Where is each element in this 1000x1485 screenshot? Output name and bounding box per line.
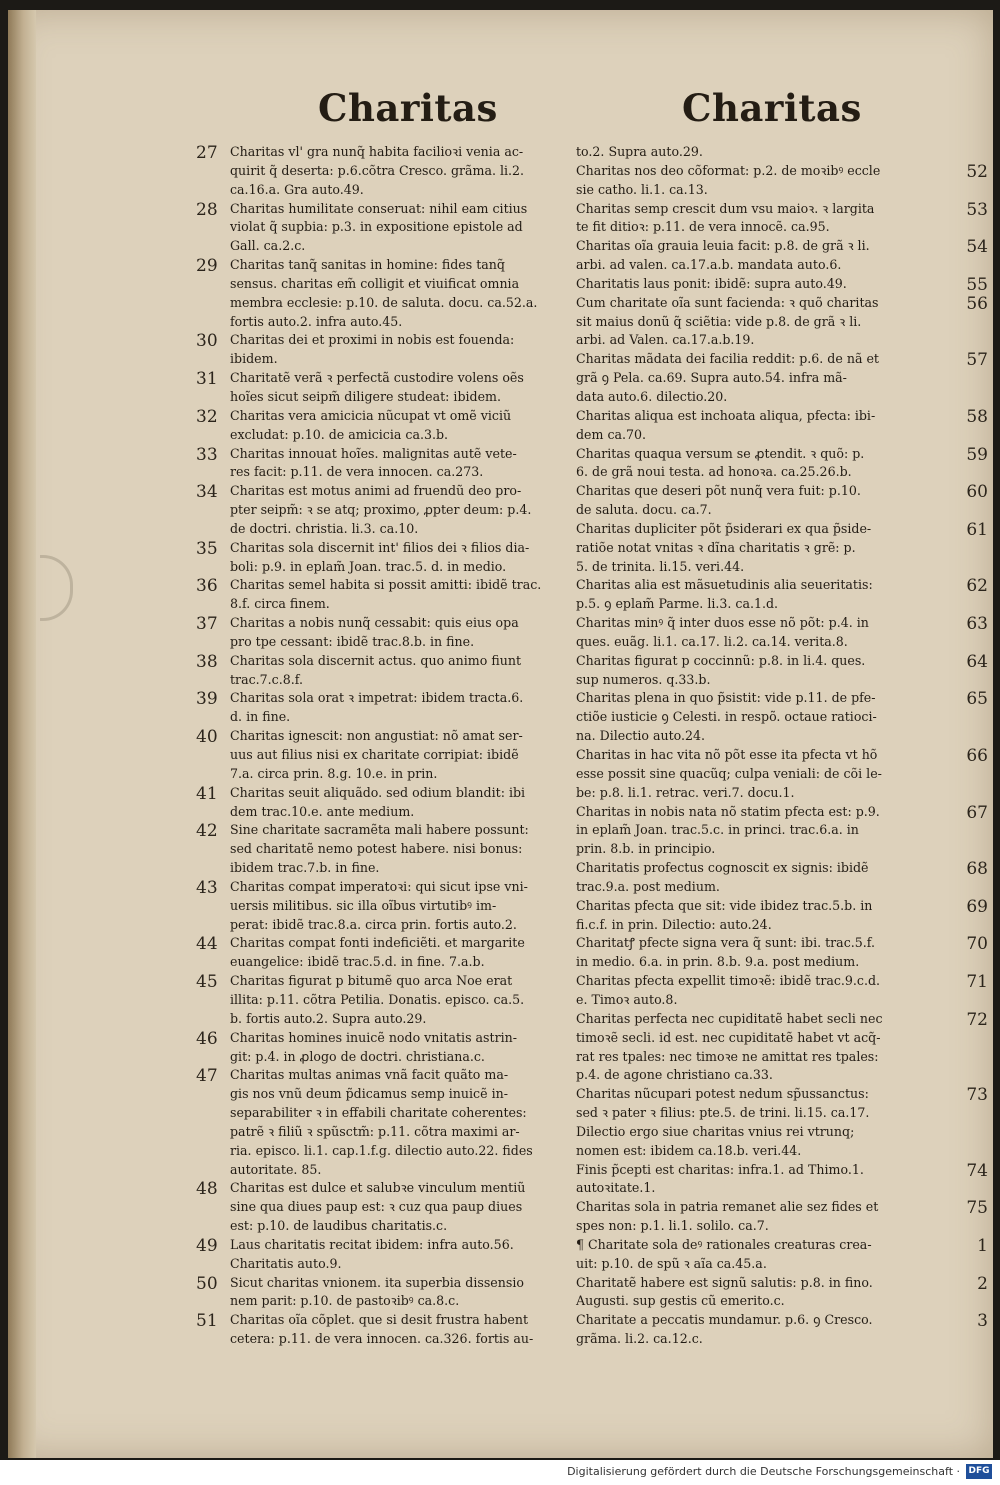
entry-number: 63 bbox=[966, 614, 988, 635]
index-entry bbox=[196, 1236, 564, 1274]
entry-text: Charitas vera amicicia nũcupat vt omẽ viciũ excludat: p.10. de amicicia ca.3.b. bbox=[230, 407, 512, 442]
index-entry bbox=[576, 143, 988, 162]
entry-number: 53 bbox=[966, 199, 988, 220]
index-entry bbox=[196, 143, 564, 200]
entry-number: 37 bbox=[196, 614, 218, 635]
index-entry bbox=[196, 256, 564, 331]
entry-number: 32 bbox=[196, 406, 218, 427]
entry-number: 60 bbox=[966, 482, 988, 503]
entry-text: Charitas que deseri põt nunq̃ vera fuit: p.10. de saluta. docu. ca.7. bbox=[576, 483, 861, 518]
index-entry bbox=[196, 689, 564, 727]
index-entry bbox=[576, 275, 988, 294]
index-entry bbox=[196, 482, 564, 539]
entry-text: Laus charitatis recitat ibidem: infra auto.56. Charitatis auto.9. bbox=[230, 1236, 514, 1271]
entry-text: Charitas compat imperatoꝛi: qui sicut ipse vni- uersis militibus. sic illa oĩbus virtutibꝰ im- perat: ibidẽ trac.8.a. circa prin. fortis auto.2. bbox=[230, 878, 528, 932]
entry-text: Charitas oĩa grauia leuia facit: p.8. de grã ꝛ li. arbi. ad valen. ca.17.a.b. mandata auto.6. bbox=[576, 238, 870, 273]
index-entry bbox=[576, 482, 988, 520]
entry-number: 33 bbox=[196, 444, 218, 465]
entry-number: 58 bbox=[966, 406, 988, 427]
entry-number: 65 bbox=[966, 689, 988, 710]
entry-text: Charitas pfecta expellit timoꝛẽ: ibidẽ trac.9.c.d. e. Timoꝛ auto.8. bbox=[576, 973, 881, 1007]
entry-number: 27 bbox=[196, 143, 218, 163]
entry-text: Charitas aliqua est inchoata aliqua, pfecta: ibi- dem ca.70. bbox=[576, 407, 876, 442]
index-entry bbox=[576, 576, 988, 614]
entry-text: Charitas sola in patria remanet alie sez fides et spes non: p.1. li.1. solilo. ca.7. bbox=[576, 1199, 879, 1234]
index-entry bbox=[196, 200, 564, 257]
entry-number: 36 bbox=[196, 576, 218, 597]
entry-number: 2 bbox=[977, 1273, 988, 1294]
entry-text: Charitas sola discernit actus. quo animo fiunt trac.7.c.8.f. bbox=[230, 652, 522, 687]
index-entry bbox=[196, 445, 564, 483]
entry-text: Charitatis profectus cognoscit ex signis: ibidẽ trac.9.a. post medium. bbox=[576, 860, 869, 894]
entry-text: Sicut charitas vnionem. ita superbia dissensio nem parit: p.10. de pastoꝛibꝰ ca.8.c. bbox=[230, 1274, 524, 1309]
index-entry bbox=[576, 445, 988, 483]
entry-text: Charitas nũcupari potest nedum sp̃ussanctus: sed ꝛ pater ꝛ filius: pte.5. de trini. li.15. ca.17. Dilectio ergo siue charitas vnius rei vtrunq; nomen est: ibidem ca.18.b. veri.44. bbox=[576, 1086, 870, 1158]
index-entry bbox=[196, 576, 564, 614]
entry-text: Charitas semel habita si possit amitti: ibidẽ trac. 8.f. circa finem. bbox=[230, 577, 542, 612]
entry-number: 46 bbox=[196, 1028, 218, 1049]
index-entry bbox=[576, 162, 988, 200]
entry-text: Charitas alia est mãsuetudinis alia seueritatis: p.5. ꝯ eplam̃ Parme. li.3. ca.1.d. bbox=[576, 577, 873, 612]
index-entry bbox=[196, 727, 564, 784]
entry-text: Charitas figurat p coccinnũ: p.8. in li.4. ques. sup numeros. q.33.b. bbox=[576, 652, 866, 687]
index-entry bbox=[576, 934, 988, 972]
entry-text: Charitas innouat hoĩes. malignitas autẽ vete- res facit: p.11. de vera innocen. ca.273. bbox=[230, 445, 517, 480]
index-entry bbox=[196, 1066, 564, 1179]
index-entry bbox=[576, 746, 988, 803]
index-entry bbox=[576, 1236, 988, 1274]
index-entry bbox=[196, 539, 564, 577]
index-entry bbox=[576, 1161, 988, 1199]
running-head-right: Charitas bbox=[682, 86, 862, 130]
entry-number: 44 bbox=[196, 934, 218, 955]
index-entry bbox=[576, 1274, 988, 1312]
index-entry bbox=[576, 1198, 988, 1236]
index-entry bbox=[576, 1085, 988, 1160]
entry-number: 69 bbox=[966, 896, 988, 917]
index-entry bbox=[196, 652, 564, 690]
index-entry bbox=[576, 294, 988, 351]
index-entry bbox=[196, 1274, 564, 1312]
entry-number: 68 bbox=[966, 859, 988, 880]
entry-text: Charitatꝭ pfecte signa vera q̃ sunt: ibi. trac.5.f. in medio. 6.a. in prin. 8.b. 9.a. post medium. bbox=[576, 935, 875, 970]
index-entry bbox=[576, 972, 988, 1010]
entry-number: 73 bbox=[966, 1085, 988, 1106]
index-entry bbox=[196, 972, 564, 1029]
right-column bbox=[576, 143, 988, 1349]
running-head-left: Charitas bbox=[318, 86, 498, 130]
entry-number: 54 bbox=[966, 237, 988, 258]
index-entry bbox=[196, 784, 564, 822]
entry-number: 28 bbox=[196, 199, 218, 220]
entry-number: 71 bbox=[966, 972, 988, 993]
entry-text: Charitatis laus ponit: ibidẽ: supra auto.49. bbox=[576, 275, 847, 291]
index-entry bbox=[576, 1010, 988, 1085]
footer-credit: Digitalisierung gefördert durch die Deutsche Forschungsgemeinschaft · bbox=[567, 1465, 960, 1478]
entry-text: Charitas perfecta nec cupiditatẽ habet secli nec timoꝛẽ secli. id est. nec cupiditatẽ habet vt acq̃- rat res tpales: nec timoꝛe ne amittat res tpales: p.4. de agone christiano ca.33. bbox=[576, 1010, 883, 1083]
footer-bar bbox=[0, 1460, 1000, 1485]
dfg-logo-icon: DFG bbox=[966, 1464, 992, 1479]
entry-text: Charitas est dulce et salubꝛe vinculum mentiũ sine qua diues paup est: ꝛ cuz qua paup diues est: p.10. de laudibus charitatis.c. bbox=[230, 1180, 526, 1234]
index-entry bbox=[576, 803, 988, 860]
entry-number: 62 bbox=[966, 576, 988, 597]
entry-number: 67 bbox=[966, 802, 988, 823]
index-entry bbox=[576, 689, 988, 746]
entry-number: 31 bbox=[196, 369, 218, 390]
index-entry bbox=[196, 407, 564, 445]
entry-text: Charitas oĩa cõplet. que si desit frustra habent cetera: p.11. de vera innocen. ca.326. fortis au- bbox=[230, 1312, 534, 1347]
entry-text: Charitas ignescit: non angustiat: nõ amat ser- uus aut filius nisi ex charitate corripiat: ibidẽ 7.a. circa prin. 8.g. 10.e. in prin. bbox=[230, 728, 523, 781]
index-entry bbox=[196, 1179, 564, 1236]
entry-number: 3 bbox=[977, 1311, 988, 1332]
entry-number: 43 bbox=[196, 877, 218, 898]
index-entry bbox=[196, 1029, 564, 1067]
book-spine bbox=[8, 10, 36, 1458]
index-entry bbox=[576, 237, 988, 275]
entry-number: 74 bbox=[966, 1160, 988, 1181]
entry-text: Charitas plena in quo p̃sistit: vide p.11. de pfe- ctiõe iusticie ꝯ Celesti. in respõ. octaue ratioci- na. Dilectio auto.24. bbox=[576, 690, 877, 744]
entry-text: Charitas multas animas vnã facit quãto ma- gis nos vnũ deum p̃dicamus semp inuicẽ in- separabiliter ꝛ in effabili charitate coherentes: patrẽ ꝛ filiũ ꝛ spũsctm̃: p.11. cõtra maximi ar- ria. episco. li.1. cap.1.f.g. dilectio auto.22. fides autoritate. 85. bbox=[230, 1067, 533, 1177]
index-entry bbox=[576, 897, 988, 935]
entry-text: Charitas pfecta que sit: vide ibidez trac.5.b. in fi.c.f. in prin. Dilectio: auto.24. bbox=[576, 897, 873, 932]
entry-text: Charitas nos deo cõformat: p.2. de moꝛibꝰ eccle sie catho. li.1. ca.13. bbox=[576, 162, 881, 197]
entry-text: Charitas sola orat ꝛ impetrat: ibidem tracta.6. d. in fine. bbox=[230, 690, 524, 725]
entry-text: Finis p̃cepti est charitas: infra.1. ad Thimo.1. autoꝛitate.1. bbox=[576, 1161, 864, 1196]
entry-text: Charitas est motus animi ad fruendũ deo pro- pter seipm̃: ꝛ se atq; proximo, ꝓpter deum: p.4. de doctri. christia. li.3. ca.10. bbox=[230, 483, 532, 536]
entry-text: Charitas dei et proximi in nobis est fouenda: ibidem. bbox=[230, 332, 515, 367]
entry-text: Charitas minꝰ q̃ inter duos esse nõ põt: p.4. in ques. euãg. li.1. ca.17. li.2. ca.14. verita.8. bbox=[576, 615, 869, 649]
index-entry bbox=[576, 407, 988, 445]
entry-text: Charitas in hac vita nõ põt esse ita pfecta vt hõ esse possit sine quacũq; culpa veniali: de cõi le- be: p.8. li.1. retrac. veri.7. docu.1. bbox=[576, 747, 882, 800]
index-entry bbox=[576, 1311, 988, 1349]
entry-text: Charitas quaqua versum se ꝓtendit. ꝛ quõ: p. 6. de grã noui testa. ad honoꝛa. ca.25.26.b. bbox=[576, 445, 865, 480]
index-entry bbox=[196, 1311, 564, 1349]
entry-text: Charitas figurat p bitumẽ quo arca Noe erat illita: p.11. cõtra Petilia. Donatis. episco. ca.5. b. fortis auto.2. Supra auto.29. bbox=[230, 973, 525, 1026]
index-entry bbox=[196, 614, 564, 652]
entry-text: Charitas in nobis nata nõ statim pfecta est: p.9. in eplam̃ Joan. trac.5.c. in princi. trac.6.a. in prin. 8.b. in principio. bbox=[576, 803, 880, 857]
index-entry bbox=[196, 369, 564, 407]
entry-number: 42 bbox=[196, 821, 218, 842]
index-entry bbox=[576, 350, 988, 407]
entry-text: to.2. Supra auto.29. bbox=[576, 144, 703, 159]
entry-number: 72 bbox=[966, 1009, 988, 1030]
entry-number: 59 bbox=[966, 444, 988, 465]
entry-text: Charitas compat fonti indeficiẽti. et margarite euangelice: ibidẽ trac.5.d. in fine. 7.a.b. bbox=[230, 935, 525, 970]
entry-number: 34 bbox=[196, 482, 218, 503]
entry-text: Charitas seuit aliquãdo. sed odium blandit: ibi dem trac.10.e. ante medium. bbox=[230, 784, 526, 819]
entry-text: Cum charitate oĩa sunt facienda: ꝛ quõ charitas sit maius donũ q̃ sciẽtia: vide p.8. de grã ꝛ li. arbi. ad Valen. ca.17.a.b.19. bbox=[576, 294, 879, 348]
index-entry bbox=[196, 878, 564, 935]
entry-number: 35 bbox=[196, 538, 218, 559]
index-entry bbox=[576, 520, 988, 577]
entry-number: 50 bbox=[196, 1273, 218, 1294]
index-entry bbox=[196, 331, 564, 369]
entry-text: Charitas sola discernit int' filios dei ꝛ filios dia- boli: p.9. in eplam̃ Joan. trac.5. d. in medio. bbox=[230, 539, 530, 574]
left-column bbox=[196, 143, 564, 1349]
entry-text: Charitas mãdata dei facilia reddit: p.6. de nã et grã ꝯ Pela. ca.69. Supra auto.54. infra mã- data auto.6. dilectio.20. bbox=[576, 351, 879, 404]
entry-number: 51 bbox=[196, 1311, 218, 1332]
entry-number: 45 bbox=[196, 972, 218, 993]
entry-number: 1 bbox=[977, 1235, 988, 1256]
entry-number: 38 bbox=[196, 651, 218, 672]
entry-number: 70 bbox=[966, 934, 988, 955]
entry-number: 41 bbox=[196, 783, 218, 804]
index-entry bbox=[576, 200, 988, 238]
entry-number: 64 bbox=[966, 651, 988, 672]
entry-number: 47 bbox=[196, 1066, 218, 1087]
entry-number: 49 bbox=[196, 1235, 218, 1256]
index-entry bbox=[576, 652, 988, 690]
entry-number: 66 bbox=[966, 746, 988, 766]
entry-number: 55 bbox=[966, 274, 988, 295]
entry-text: Charitas tanq̃ sanitas in homine: fides tanq̃ sensus. charitas em̃ colligit et viuificat omnia membra ecclesie: p.10. de saluta. docu. ca.52.a. fortis auto.2. infra auto.45. bbox=[230, 257, 538, 329]
entry-number: 56 bbox=[966, 293, 988, 314]
entry-text: Charitas humilitate conseruat: nihil eam citius violat q̃ supbia: p.3. in expositione epistole ad Gall. ca.2.c. bbox=[230, 200, 528, 254]
entry-text: Charitatẽ verã ꝛ perfectã custodire volens oẽs hoĩes sicut seipm̃ diligere studeat: ibidem. bbox=[230, 370, 524, 404]
entry-number: 40 bbox=[196, 727, 218, 748]
entry-number: 29 bbox=[196, 256, 218, 277]
entry-text: Charitas a nobis nunq̃ cessabit: quis eius opa pro tpe cessant: ibidẽ trac.8.b. in fine. bbox=[230, 615, 519, 649]
entry-number: 30 bbox=[196, 331, 218, 352]
index-entry bbox=[576, 859, 988, 897]
entry-number: 52 bbox=[966, 161, 988, 182]
entry-text: Charitas homines inuicẽ nodo vnitatis astrin- git: p.4. in ꝓlogo de doctri. christiana.c. bbox=[230, 1029, 517, 1064]
entry-number: 57 bbox=[966, 350, 988, 371]
entry-number: 61 bbox=[966, 519, 988, 540]
entry-text: ¶ Charitate sola deꝰ rationales creaturas crea- uit: p.10. de spũ ꝛ aĩa ca.45.a. bbox=[576, 1236, 872, 1271]
entry-text: Charitas semp crescit dum vsu maioꝛ. ꝛ largita te fit ditioꝛ: p.11. de vera innocẽ. ca.95. bbox=[576, 200, 875, 235]
index-entry bbox=[196, 934, 564, 972]
index-entry bbox=[576, 614, 988, 652]
entry-number: 75 bbox=[966, 1198, 988, 1219]
entry-text: Charitate a peccatis mundamur. p.6. ꝯ Cresco. grãma. li.2. ca.12.c. bbox=[576, 1312, 873, 1347]
index-entry bbox=[196, 821, 564, 878]
entry-text: Sine charitate sacramẽta mali habere possunt: sed charitatẽ nemo potest habere. nisi bonus: ibidem trac.7.b. in fine. bbox=[230, 822, 529, 876]
entry-text: Charitas vl' gra nunq̃ habita facilioꝛi venia ac- quirit q̃ deserta: p.6.cõtra Cresco. grãma. li.2. ca.16.a. Gra auto.49. bbox=[230, 144, 525, 197]
entry-number: 48 bbox=[196, 1179, 218, 1200]
entry-number: 39 bbox=[196, 689, 218, 710]
entry-text: Charitatẽ habere est signũ salutis: p.8. in fino. Augusti. sup gestis cũ emerito.c. bbox=[576, 1274, 873, 1309]
entry-text: Charitas dupliciter põt p̃siderari ex qua p̃side- ratiõe notat vnitas ꝛ dĩna charitatis ꝛ grẽ: p. 5. de trinita. li.15. veri.44. bbox=[576, 520, 872, 574]
